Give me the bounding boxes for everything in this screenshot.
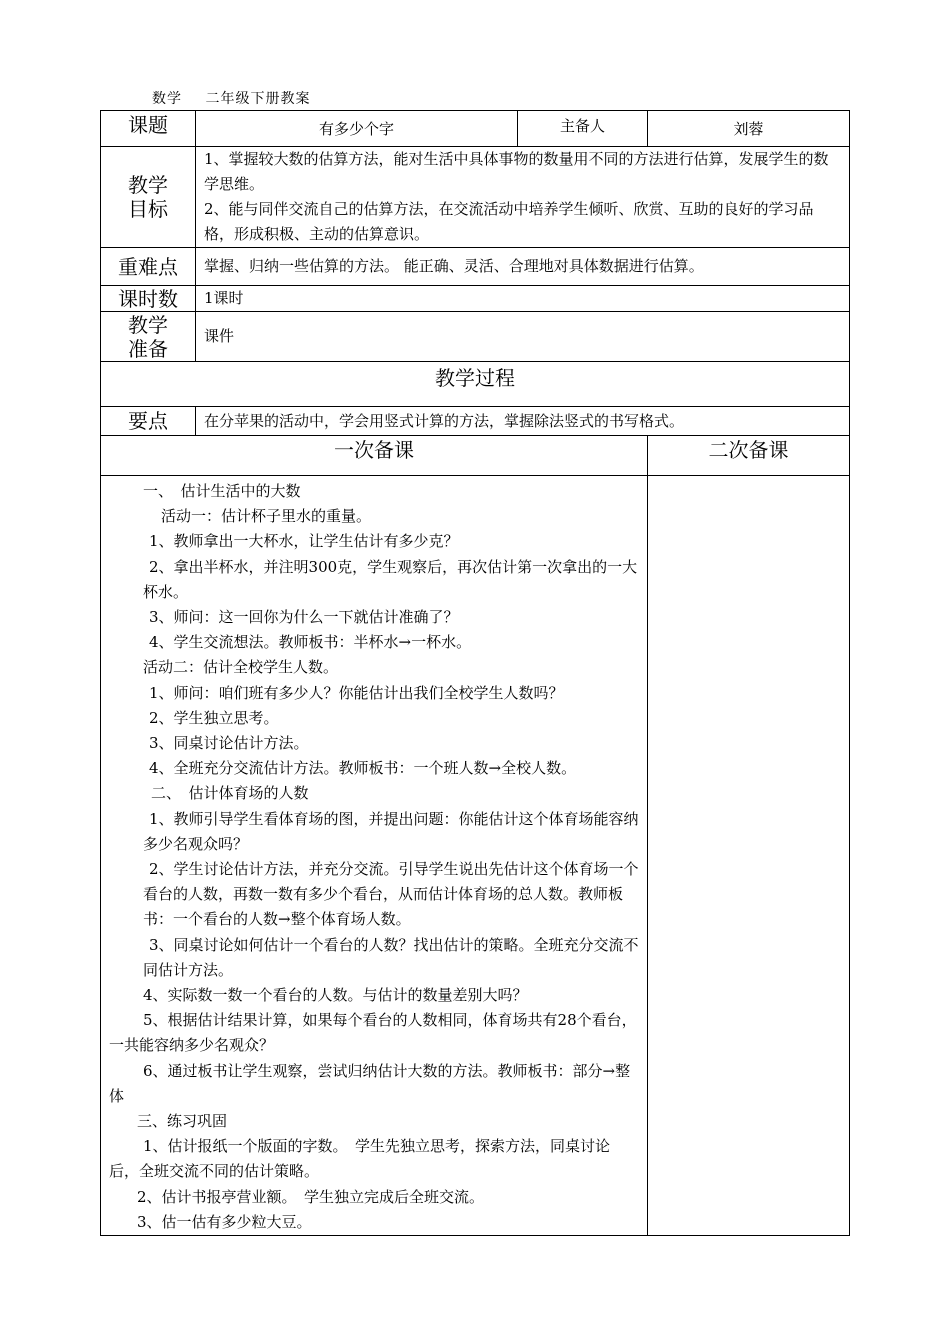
goals-row (101, 147, 850, 248)
topic-row (101, 111, 850, 147)
process-line: 3、师问：这一回你为什么一下就估计准确了？ (149, 608, 459, 627)
process-line: 5、根据估计结果计算，如果每个看台的人数相同，体育场共有28个看台，一共能容纳多少名观众？ (109, 1011, 637, 1055)
process-line: 2、学生讨论估计方法，并充分交流。引导学生说出先估计这个体育场一个看台的人数，再数一数有多少个看台，从而估计体育场的总人数。教师板书：一个看台的人数→整个体育场人数。 (143, 860, 639, 929)
prep-value: 课件 (196, 312, 850, 362)
process-line: 2、学生独立思考。 (149, 708, 279, 727)
hours-row (101, 286, 850, 312)
process-line: 1、师问：咱们班有多少人？你能估计出我们全校学生人数吗？ (149, 683, 564, 702)
process-line: 1、估计报纸一个版面的字数。 学生先独立思考，探索方法，同桌讨论后，全班交流不同的估计策略。 (109, 1137, 611, 1181)
process-title: 教学过程 (101, 362, 850, 407)
first-prep-content (101, 476, 648, 1236)
difficulty-label: 重难点 (101, 248, 196, 286)
key-value: 在分苹果的活动中，学会用竖式计算的方法，掌握除法竖式的书写格式。 (196, 407, 850, 436)
key-label: 要点 (101, 407, 196, 436)
lesson-plan-table (100, 110, 850, 1236)
key-row (101, 407, 850, 436)
process-line: 活动一：估计杯子里水的重量。 (161, 507, 372, 526)
goal-item: 1、掌握较大数的估算方法，能对生活中具体事物的数量用不同的方法进行估算，发展学生的数学思维。 (204, 150, 829, 193)
process-line: 1、教师拿出一大杯水，让学生估计有多少克？ (149, 532, 459, 551)
prep-row (101, 312, 850, 362)
process-line: 4、全班充分交流估计方法。教师板书：一个班人数→全校人数。 (149, 759, 577, 778)
prep-label-line2: 准备 (128, 336, 168, 361)
hours-value: 1课时 (196, 286, 850, 312)
process-line: 1、教师引导学生看体育场的图，并提出问题：你能估计这个体育场能容纳多少名观众吗？ (143, 809, 639, 853)
prep-label (101, 312, 196, 362)
book-label: 二年级下册教案 (205, 91, 311, 107)
section-heading: 二、 估计体育场的人数 (151, 784, 309, 803)
second-prep-header: 二次备课 (648, 436, 850, 476)
prep-header-row (101, 436, 850, 476)
goals-value (196, 147, 850, 248)
topic-value: 有多少个字 (196, 111, 518, 147)
prep-label-line1: 教学 (128, 312, 168, 337)
process-line: 活动二：估计全校学生人数。 (143, 658, 339, 677)
topic-label: 课题 (101, 111, 196, 147)
difficulty-row (101, 248, 850, 286)
process-line: 3、估一估有多少粒大豆。 (137, 1212, 312, 1231)
process-line: 2、拿出半杯水，并注明300克，学生观察后，再次估计第一次拿出的一大杯水。 (143, 557, 638, 601)
preparer-label: 主备人 (518, 111, 648, 147)
first-prep-header: 一次备课 (101, 436, 648, 476)
goals-label-line2: 目标 (128, 197, 168, 221)
hours-label: 课时数 (101, 286, 196, 312)
section-heading: 三、练习巩固 (137, 1112, 228, 1131)
process-line: 4、学生交流想法。教师板书：半杯水→一杯水。 (149, 633, 472, 652)
page-header (152, 88, 328, 108)
goals-label-line1: 教学 (128, 173, 168, 197)
process-line: 3、同桌讨论如何估计一个看台的人数？找出估计的策略。全班充分交流不同估计方法。 (143, 935, 639, 979)
process-line: 2、估计书报亭营业额。 学生独立完成后全班交流。 (137, 1187, 485, 1206)
process-row (101, 476, 850, 1236)
difficulty-value: 掌握、归纳一些估算的方法。 能正确、灵活、合理地对具体数据进行估算。 (196, 248, 850, 286)
subject-label: 数学 (152, 91, 182, 107)
goal-item: 2、能与同伴交流自己的估算方法，在交流活动中培养学生倾听、欣赏、互助的良好的学习品格，形成积极、主动的估算意识。 (204, 200, 814, 243)
process-title-row (101, 362, 850, 407)
section-heading: 一、 估计生活中的大数 (143, 482, 301, 500)
preparer-value: 刘蓉 (648, 111, 850, 147)
process-line: 3、同桌讨论估计方法。 (149, 734, 309, 753)
goals-label (101, 147, 196, 248)
process-line: 4、实际数一数一个看台的人数。与估计的数量差别大吗？ (143, 986, 528, 1005)
second-prep-content (648, 476, 850, 1236)
process-line: 6、通过板书让学生观察，尝试归纳估计大数的方法。教师板书：部分→整体 (109, 1061, 631, 1105)
